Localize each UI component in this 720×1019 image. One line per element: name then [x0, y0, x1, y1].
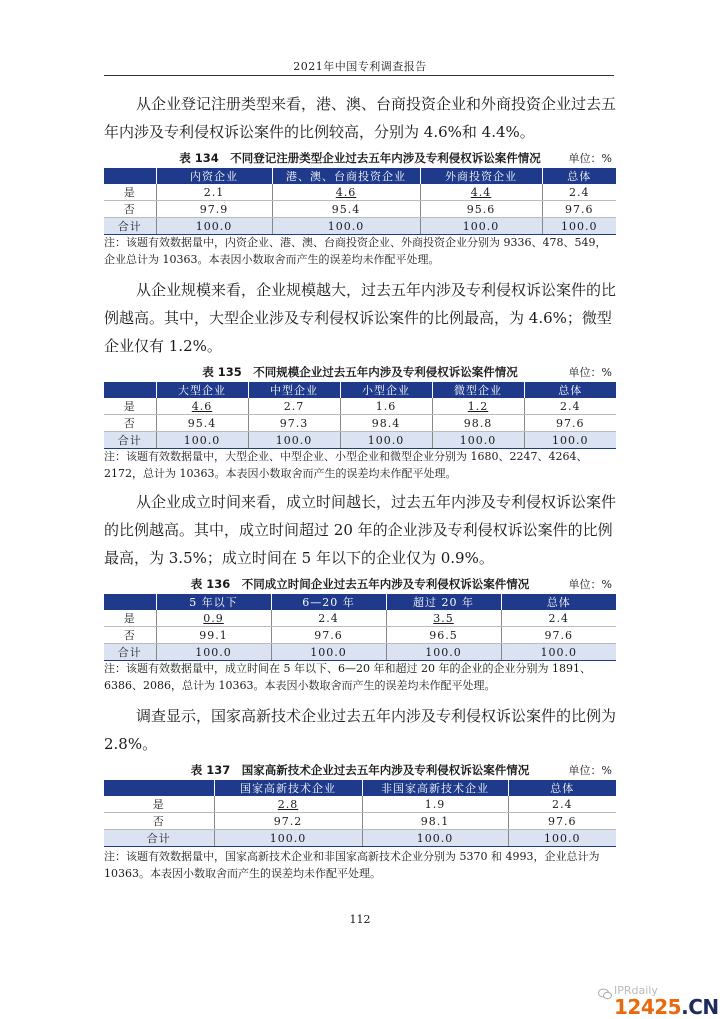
table-cell [386, 610, 501, 627]
table-cell: 100.0 [508, 830, 616, 847]
table-row [104, 610, 616, 627]
column-header: 总体 [542, 168, 616, 184]
table-row [104, 184, 616, 201]
table-cell: 100.0 [248, 432, 340, 449]
table-total-row [104, 830, 616, 847]
table-137 [104, 780, 616, 847]
table-cell: 97.6 [524, 415, 616, 432]
table-136-unit: 单位：% [568, 578, 612, 591]
row-label: 否 [104, 627, 156, 644]
table-cell [156, 184, 272, 201]
table-136 [104, 594, 616, 661]
header-rule [104, 75, 614, 76]
table-cell: 98.1 [362, 813, 508, 830]
cell-value: 2.1 [203, 185, 225, 199]
table-cell: 99.1 [156, 627, 271, 644]
table-cell: 100.0 [362, 830, 508, 847]
page-number: 112 [349, 913, 371, 926]
table-cell: 1.9 [362, 796, 508, 813]
table-cell: 100.0 [420, 218, 542, 235]
column-header: 总体 [501, 594, 616, 610]
table-header-row [104, 594, 616, 610]
column-header: 超过 20 年 [386, 594, 501, 610]
paragraph-high-tech: 调查显示，国家高新技术企业过去五年内涉及专利侵权诉讼案件的比例为 2.8%。 [104, 707, 617, 753]
watermark-account: IPRdaily [614, 984, 658, 997]
table-135 [104, 382, 616, 449]
table-cell: 95.4 [156, 415, 248, 432]
table-cell: 98.8 [432, 415, 524, 432]
table-cell: 97.9 [156, 201, 272, 218]
table-cell: 1.6 [340, 398, 432, 415]
column-header: 外商投资企业 [420, 168, 542, 184]
table-total-row [104, 218, 616, 235]
table-cell: 96.5 [386, 627, 501, 644]
header-corner [104, 168, 156, 184]
table-136-note: 注：该题有效数据量中，成立时间在 5 年以下、6—20 年和超过 20 年的企业的企业分别为 1891、6386、2086，总计为 10363。本表因小数取舍而产生的误差均未作配平处理。 [104, 662, 591, 692]
table-total-row [104, 644, 616, 661]
table-137-caption [104, 760, 616, 780]
table-134-title: 表 134 不同登记注册类型企业过去五年内涉及专利侵权诉讼案件情况 [179, 151, 541, 165]
table-cell: 100.0 [524, 432, 616, 449]
column-header: 5 年以下 [156, 594, 271, 610]
table-cell: 100.0 [501, 644, 616, 661]
table-cell: 97.6 [501, 627, 616, 644]
cell-value-highlighted: 4.6 [335, 185, 357, 199]
column-header: 大型企业 [156, 382, 248, 398]
site-watermark [614, 995, 719, 1019]
header-corner [104, 780, 214, 796]
row-label: 合计 [104, 218, 156, 235]
table-134 [104, 168, 616, 235]
table-cell: 100.0 [272, 218, 420, 235]
paragraph-company-size: 从企业规模来看，企业规模越大，过去五年内涉及专利侵权诉讼案件的比例越高。其中，大型企业涉及专利侵权诉讼案件的比例最高，为 4.6%；微型企业仅有 1.2%。 [104, 281, 617, 355]
column-header: 小型企业 [340, 382, 432, 398]
table-header-row [104, 780, 616, 796]
header-corner [104, 382, 156, 398]
table-row [104, 398, 616, 415]
table-136-caption [104, 574, 616, 594]
table-cell: 97.2 [214, 813, 362, 830]
table-cell: 97.3 [248, 415, 340, 432]
cell-value-highlighted: 3.5 [433, 611, 454, 625]
table-row [104, 201, 616, 218]
cell-value-highlighted: 2.8 [277, 797, 299, 811]
row-label: 是 [104, 610, 156, 627]
table-cell [156, 398, 248, 415]
row-label: 是 [104, 184, 156, 201]
cell-value-highlighted: 4.4 [470, 185, 492, 199]
table-cell: 100.0 [214, 830, 362, 847]
table-cell [156, 610, 271, 627]
table-cell: 100.0 [156, 644, 271, 661]
cell-value-highlighted: 4.6 [191, 399, 213, 413]
row-label: 否 [104, 813, 214, 830]
table-cell: 95.4 [272, 201, 420, 218]
cell-value-highlighted: 0.9 [203, 611, 224, 625]
table-134-caption [104, 148, 616, 168]
table-header-row [104, 382, 616, 398]
table-total-row [104, 432, 616, 449]
cell-value: 2.4 [569, 185, 590, 199]
paragraph-establishment-time: 从企业成立时间来看，成立时间越长，过去五年内涉及专利侵权诉讼案件的比例越高。其中，成立时间超过 20 年的企业涉及专利侵权诉讼案件的比例最高，为 3.5%；成立时间在 5 年以下的企业仅为 0.9%。 [104, 493, 617, 567]
table-cell [420, 184, 542, 201]
table-135-caption [104, 362, 616, 382]
table-cell: 100.0 [271, 644, 386, 661]
table-cell: 2.7 [248, 398, 340, 415]
row-label: 合计 [104, 644, 156, 661]
table-cell [272, 184, 420, 201]
table-134-unit: 单位：% [568, 152, 612, 165]
table-135-note: 注：该题有效数据量中，大型企业、中型企业、小型企业和微型企业分别为 1680、2247、4264、2172，总计为 10363。本表因小数取舍而产生的误差均未作配平处理。 [104, 450, 588, 480]
table-cell: 100.0 [542, 218, 616, 235]
table-cell: 100.0 [156, 432, 248, 449]
table-cell: 100.0 [340, 432, 432, 449]
column-header: 港、澳、台商投资企业 [272, 168, 420, 184]
table-134-note: 注：该题有效数据量中，内资企业、港、澳、台商投资企业、外商投资企业分别为 9336、478、549，企业总计为 10363。本表因小数取舍而产生的误差均未作配平处理。 [104, 236, 607, 266]
table-136-title: 表 136 不同成立时间企业过去五年内涉及专利侵权诉讼案件情况 [190, 577, 530, 591]
table-137-title: 表 137 国家高新技术企业过去五年内涉及专利侵权诉讼案件情况 [190, 763, 530, 777]
table-137-unit: 单位：% [568, 764, 612, 777]
table-row [104, 796, 616, 813]
site-watermark-number: 12425 [614, 995, 682, 1019]
table-cell [542, 184, 616, 201]
row-label: 合计 [104, 432, 156, 449]
table-cell: 95.6 [420, 201, 542, 218]
column-header: 中型企业 [248, 382, 340, 398]
paragraph-registration-type: 从企业登记注册类型来看，港、澳、台商投资企业和外商投资企业过去五年内涉及专利侵权诉讼案件的比例较高，分别为 4.6%和 4.4%。 [104, 95, 617, 141]
row-label: 是 [104, 796, 214, 813]
table-cell: 97.6 [508, 813, 616, 830]
table-header-row [104, 168, 616, 184]
column-header: 内资企业 [156, 168, 272, 184]
wechat-icon [598, 988, 612, 1000]
table-cell [214, 796, 362, 813]
column-header: 非国家高新技术企业 [362, 780, 508, 796]
table-cell: 100.0 [432, 432, 524, 449]
header-corner [104, 594, 156, 610]
table-cell: 2.4 [271, 610, 386, 627]
table-cell: 2.4 [501, 610, 616, 627]
cell-value-highlighted: 1.2 [467, 399, 489, 413]
table-cell: 97.6 [542, 201, 616, 218]
row-label: 是 [104, 398, 156, 415]
table-row [104, 813, 616, 830]
table-cell: 100.0 [386, 644, 501, 661]
row-label: 否 [104, 201, 156, 218]
column-header: 国家高新技术企业 [214, 780, 362, 796]
row-label: 否 [104, 415, 156, 432]
table-135-unit: 单位：% [568, 366, 612, 379]
site-watermark-domain: .CN [681, 995, 719, 1019]
table-cell: 97.6 [271, 627, 386, 644]
table-cell: 98.4 [340, 415, 432, 432]
column-header: 微型企业 [432, 382, 524, 398]
table-135-title: 表 135 不同规模企业过去五年内涉及专利侵权诉讼案件情况 [202, 365, 518, 379]
table-row [104, 627, 616, 644]
table-row [104, 415, 616, 432]
page-header: 2021年中国专利调查报告 [293, 60, 427, 73]
table-cell: 2.4 [508, 796, 616, 813]
table-cell: 100.0 [156, 218, 272, 235]
column-header: 总体 [524, 382, 616, 398]
table-137-note: 注：该题有效数据量中，国家高新技术企业和非国家高新技术企业分别为 5370 和 4993，企业总计为 10363。本表因小数取舍而产生的误差均未作配平处理。 [104, 850, 600, 880]
column-header: 6—20 年 [271, 594, 386, 610]
table-cell: 2.4 [524, 398, 616, 415]
table-cell [432, 398, 524, 415]
column-header: 总体 [508, 780, 616, 796]
row-label: 合计 [104, 830, 214, 847]
